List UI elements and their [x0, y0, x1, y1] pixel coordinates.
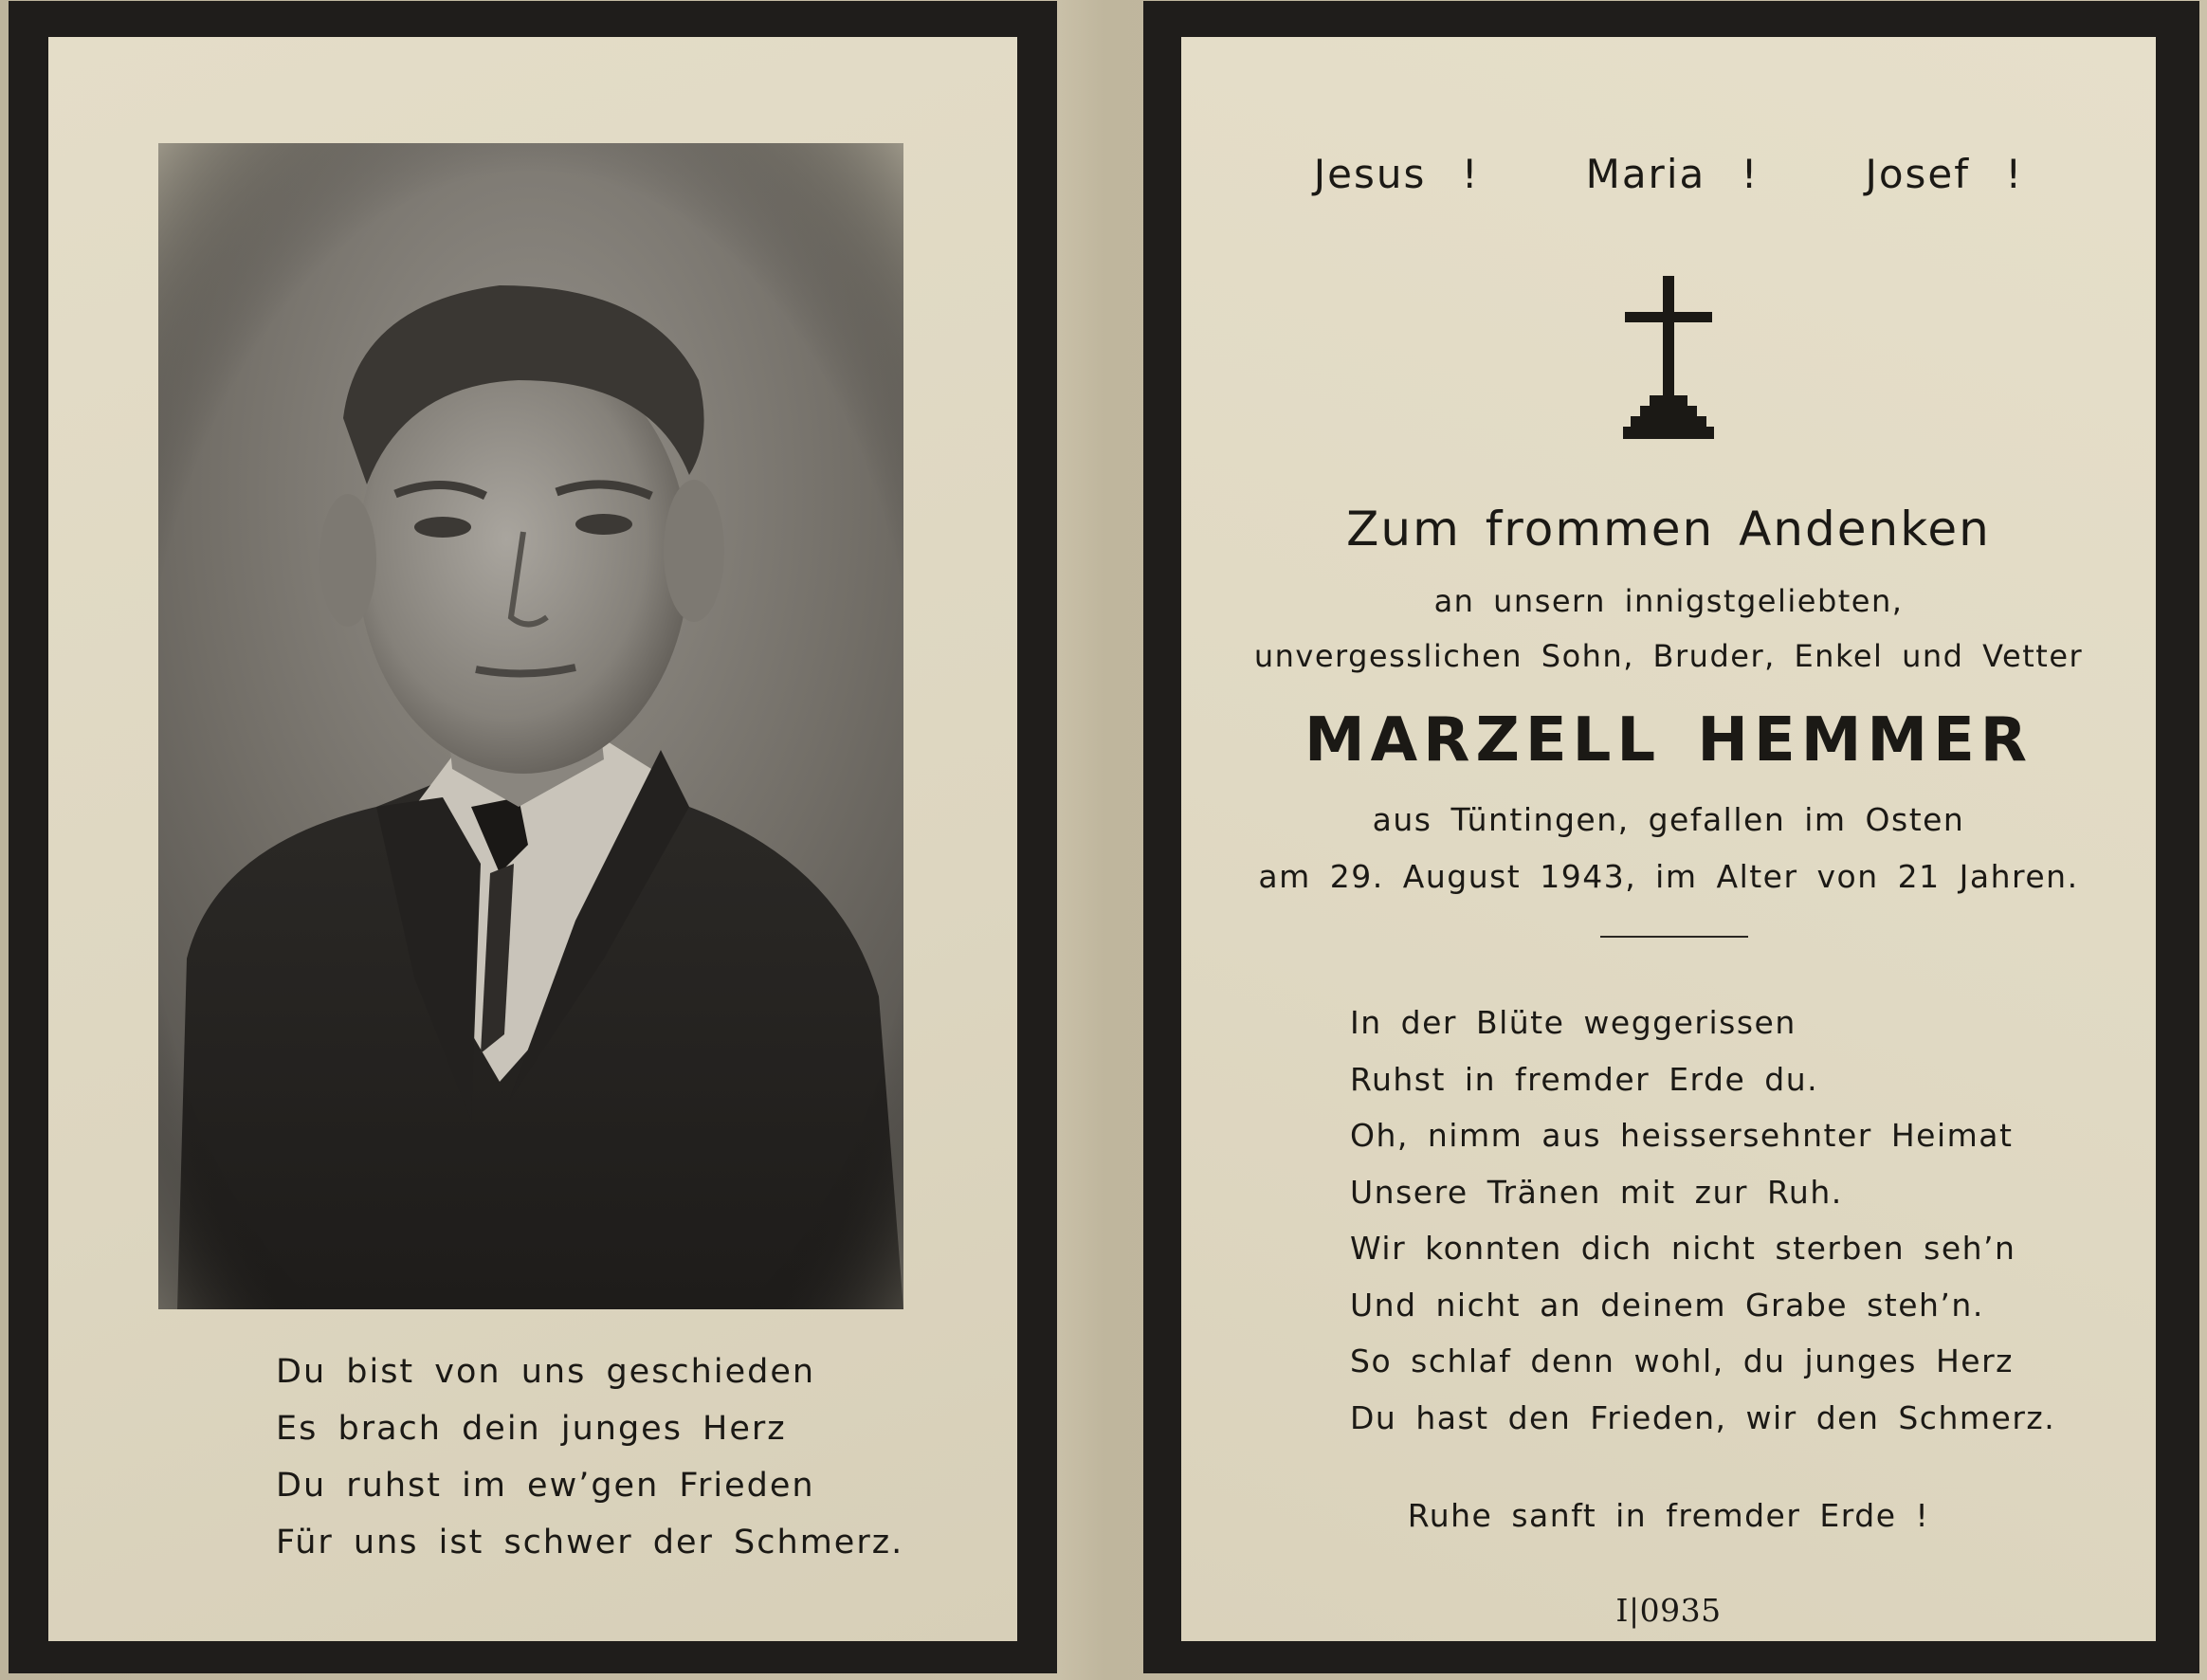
- right-poem-line: Ruhst in fremder Erde du.: [1350, 1060, 1819, 1098]
- right-card: [1181, 37, 2156, 1641]
- left-poem-line: Du bist von uns geschieden: [276, 1353, 816, 1391]
- deceased-name: MARZELL HEMMER: [1304, 705, 2034, 776]
- right-poem-line: So schlaf denn wohl, du junges Herz: [1350, 1342, 2014, 1379]
- left-poem: [276, 1343, 939, 1571]
- right-poem: [1350, 995, 2055, 1446]
- dedication-line-1: an unsern innigstgeliebten,: [1433, 583, 1904, 619]
- right-poem-line: Wir konnten dich nicht sterben seh’n: [1350, 1230, 2016, 1267]
- right-poem-line: In der Blüte weggerissen: [1350, 1004, 1797, 1041]
- closing-line: Ruhe sanft in fremder Erde !: [1407, 1497, 1930, 1534]
- divider: [1600, 936, 1748, 938]
- right-card-mourning-border: [1143, 1, 2199, 1673]
- memorial-heading: Zum frommen Andenken: [1346, 502, 1991, 557]
- origin-line: aus Tüntingen, gefallen im Osten: [1372, 801, 1965, 838]
- left-card: [48, 37, 1017, 1641]
- right-poem-line: Und nicht an deinem Grabe steh’n.: [1350, 1286, 1984, 1324]
- portrait-photo: [158, 143, 903, 1309]
- dedication-line-2: unvergesslichen Sohn, Bruder, Enkel und Vetter: [1253, 638, 2084, 674]
- invocation: Jesus ! Maria ! Josef !: [1313, 151, 2024, 197]
- cross-icon: [1621, 276, 1716, 439]
- right-poem-line: Oh, nimm aus heissersehnter Heimat: [1350, 1117, 2014, 1154]
- portrait-illustration: [158, 143, 903, 1309]
- date-line: am 29. August 1943, im Alter von 21 Jahren.: [1258, 858, 2079, 895]
- right-poem-line: Unsere Tränen mit zur Ruh.: [1350, 1173, 1843, 1211]
- right-poem-line: Du hast den Frieden, wir den Schmerz.: [1350, 1398, 2056, 1436]
- left-poem-line: Du ruhst im ew’gen Frieden: [276, 1467, 815, 1505]
- left-card-mourning-border: [9, 1, 1057, 1673]
- left-poem-line: Es brach dein junges Herz: [276, 1410, 787, 1448]
- left-poem-line: Für uns ist schwer der Schmerz.: [276, 1524, 904, 1561]
- print-code: I|0935: [1615, 1592, 1722, 1629]
